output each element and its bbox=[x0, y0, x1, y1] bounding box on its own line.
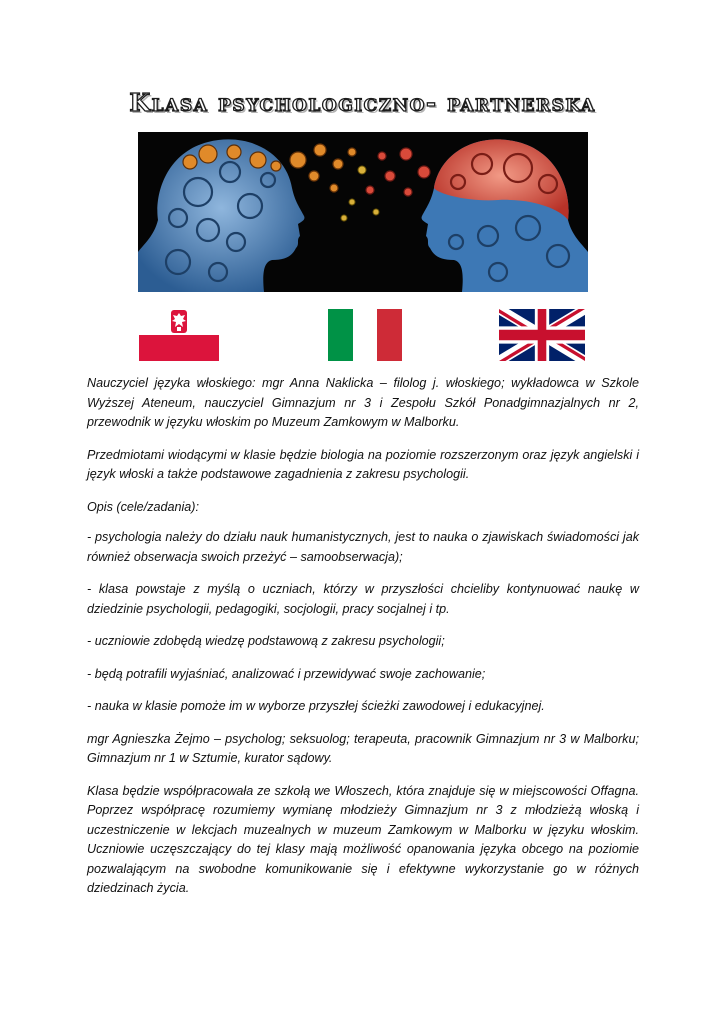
eagle-emblem-icon bbox=[171, 310, 187, 333]
hero-image bbox=[138, 132, 588, 292]
list-item: - nauka w klasie pomoże im w wyborze przyszłej ścieżki zawodowej i edukacyjnej. bbox=[87, 699, 545, 713]
flag-united-kingdom bbox=[499, 309, 585, 361]
list-item: - będą potrafili wyjaśniać, analizować i przewidywać swoje zachowanie; bbox=[87, 666, 486, 681]
subjects-paragraph: Przedmiotami wiodącymi w klasie będzie biologia na poziomie rozszerzonym oraz język angielski i język włoski a także podstawowe zagadnienia z zakresu psychologii. bbox=[87, 447, 639, 481]
teacher-italian-paragraph: Nauczyciel języka włoskiego: mgr Anna Naklicka – filolog j. włoskiego; wykładowca w Szkole Wyższej Ateneum, nauczyciel Gimnazjum nr 3 i Zespołu Szkół Ponadgimnazjalnych nr 2, przewodnik w języku włoskim po Muzeum Zamkowym w Malborku. bbox=[87, 376, 639, 429]
page-title: Klasa psychologiczno- partnerska bbox=[129, 88, 596, 117]
flag-poland bbox=[139, 309, 219, 361]
cooperation-paragraph: Klasa będzie współpracowała ze szkołą we Włoszech, która znajduje się w miejscowości Offagna. Poprzez współpracę rozumiemy wymianę młodzieży Gimnazjum nr 3 z młodzieżą włoską i uczestniczenie w lekcjach muzealnych w muzeum Zamkowym w Malborku w języku włoskim. Uczniowie uczęszczający do tej klasy mają możliwość opanowania języka obcego na poziomie pozwalającym na swobodne komunikowanie się i efektywne wykorzystanie go w różnych dziedzinach życia. bbox=[87, 783, 639, 895]
list-item: - klasa powstaje z myślą o uczniach, którzy w przyszłości chcieliby kontynuować naukę w dziedzinie psychologii, pedagogiki, socjologii, pracy socjalnej i tp. bbox=[87, 582, 639, 616]
list-item: - uczniowie zdobędą wiedzę podstawową z zakresu psychologii; bbox=[87, 634, 445, 648]
description-heading: Opis (cele/zadania): bbox=[87, 499, 199, 514]
teacher-psychology-paragraph: mgr Agnieszka Żejmo – psycholog; seksuolog; terapeuta, pracownik Gimnazjum nr 3 w Malborku; Gimnazjum nr 1 w Sztumie, kurator sądowy. bbox=[87, 731, 639, 765]
document-body bbox=[87, 374, 639, 912]
list-item: - psychologia należy do działu nauk humanistycznych, jest to nauka o zjawiskach świadomości jak również obserwacja swoich przeżyć – samoobserwacja); bbox=[87, 530, 639, 564]
flag-italy bbox=[328, 309, 402, 361]
